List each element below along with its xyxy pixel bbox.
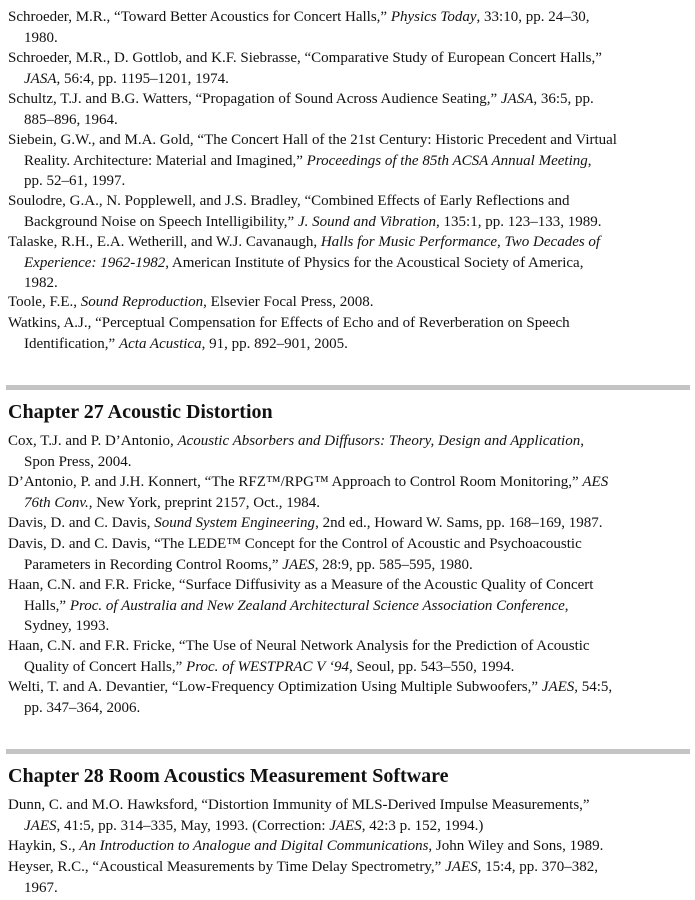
- reference-continuation-line: pp. 347–364, 2006.: [24, 699, 141, 716]
- reference-first-line: Toole, F.E., Sound Reproduction, Elsevier Focal Press, 2008.: [8, 294, 374, 310]
- reference-continuation-line: Sydney, 1993.: [24, 618, 110, 634]
- reference-first-line: Welti, T. and A. Devantier, “Low-Frequency Optimization Using Multiple Subwoofers,” JAES, 54:5,: [8, 679, 613, 695]
- reference-entry: [8, 795, 690, 836]
- reference-entry: [8, 191, 690, 232]
- reference-continuation-line: Halls,” Proc. of Australia and New Zealand Architectural Science Association Conference,: [24, 597, 569, 614]
- reference-first-line: Siebein, G.W., and M.A. Gold, “The Concert Hall of the 21st Century: Historic Precedent and Virtual: [8, 132, 617, 148]
- reference-continuation-line: 1967.: [24, 879, 58, 896]
- reference-first-line: Talaske, R.H., E.A. Wetherill, and W.J. Cavanaugh, Halls for Music Performance, Two Decades of: [8, 234, 601, 250]
- reference-first-line: Cox, T.J. and P. D’Antonio, Acoustic Absorbers and Diffusors: Theory, Design and Application,: [8, 433, 584, 449]
- reference-entry: [8, 292, 690, 313]
- reference-first-line: Schroeder, M.R., D. Gottlob, and K.F. Siebrasse, “Comparative Study of European Concert Halls,”: [8, 50, 602, 66]
- reference-entry: [8, 7, 690, 48]
- reference-entry: [8, 313, 690, 354]
- reference-continuation-line: Experience: 1962-1982, American Institute of Physics for the Acoustical Society of America,: [24, 254, 584, 271]
- reference-first-line: Schultz, T.J. and B.G. Watters, “Propagation of Sound Across Audience Seating,” JASA, 36:5, pp.: [8, 91, 594, 107]
- reference-continuation-line: Spon Press, 2004.: [24, 453, 132, 470]
- reference-entry: [8, 130, 690, 192]
- reference-continuation-line: JAES, 41:5, pp. 314–335, May, 1993. (Correction: JAES, 42:3 p. 152, 1994.): [24, 817, 484, 834]
- reference-continuation-line: Identification,” Acta Acustica, 91, pp. 892–901, 2005.: [24, 335, 348, 352]
- section-divider: [6, 385, 690, 390]
- reference-first-line: Haykin, S., An Introduction to Analogue and Digital Communications, John Wiley and Sons, 1989.: [8, 838, 604, 854]
- reference-continuation-line: 885–896, 1964.: [24, 111, 118, 128]
- reference-entry: [8, 836, 690, 857]
- chapter-heading: Chapter 27 Acoustic Distortion: [8, 401, 273, 423]
- reference-first-line: Davis, D. and C. Davis, “The LEDE™ Concept for the Control of Acoustic and Psychoacoustic: [8, 536, 582, 552]
- reference-continuation-line: Parameters in Recording Control Rooms,” JAES, 28:9, pp. 585–595, 1980.: [24, 556, 473, 573]
- reference-entry: [8, 534, 690, 575]
- reference-continuation-line: 1980.: [24, 29, 58, 46]
- reference-entry: [8, 575, 690, 637]
- reference-entry: [8, 636, 690, 677]
- reference-first-line: Haan, C.N. and F.R. Fricke, “The Use of Neural Network Analysis for the Prediction of Acoustic: [8, 638, 590, 654]
- section-divider: [6, 749, 690, 754]
- reference-entry: [8, 431, 690, 472]
- reference-entry: [8, 48, 690, 89]
- reference-first-line: Davis, D. and C. Davis, Sound System Engineering, 2nd ed., Howard W. Sams, pp. 168–169, 1987.: [8, 515, 603, 531]
- reference-entry: [8, 677, 690, 718]
- reference-entry: [8, 89, 690, 130]
- reference-entry: [8, 472, 690, 513]
- chapter-heading: Chapter 28 Room Acoustics Measurement Software: [8, 765, 449, 787]
- reference-first-line: Soulodre, G.A., N. Popplewell, and J.S. Bradley, “Combined Effects of Early Reflections and: [8, 193, 570, 209]
- reference-continuation-line: 1982.: [24, 275, 58, 291]
- reference-continuation-line: 76th Conv., New York, preprint 2157, Oct., 1984.: [24, 494, 320, 511]
- reference-first-line: Watkins, A.J., “Perceptual Compensation for Effects of Echo and of Reverberation on Speech: [8, 315, 570, 331]
- reference-continuation-line: Reality. Architecture: Material and Imagined,” Proceedings of the 85th ACSA Annual Meeting,: [24, 152, 592, 169]
- reference-first-line: Heyser, R.C., “Acoustical Measurements by Time Delay Spectrometry,” JAES, 15:4, pp. 370–382,: [8, 859, 598, 875]
- reference-continuation-line: Quality of Concert Halls,” Proc. of WESTPRAC V ‘94, Seoul, pp. 543–550, 1994.: [24, 658, 515, 675]
- reference-continuation-line: Background Noise on Speech Intelligibility,” J. Sound and Vibration, 135:1, pp. 123–133, 1989.: [24, 213, 602, 230]
- reference-entry: [8, 232, 690, 294]
- reference-first-line: Haan, C.N. and F.R. Fricke, “Surface Diffusivity as a Measure of the Acoustic Quality of Concert: [8, 577, 594, 593]
- reference-first-line: Dunn, C. and M.O. Hawksford, “Distortion Immunity of MLS-Derived Impulse Measurements,”: [8, 797, 590, 813]
- reference-continuation-line: pp. 52–61, 1997.: [24, 173, 126, 189]
- reference-first-line: D’Antonio, P. and J.H. Konnert, “The RFZ™/RPG™ Approach to Control Room Monitoring,” AES: [8, 474, 609, 490]
- reference-entry: [8, 513, 690, 534]
- reference-first-line: Schroeder, M.R., “Toward Better Acoustics for Concert Halls,” Physics Today, 33:10, pp. 24–30,: [8, 9, 590, 25]
- reference-entry: [8, 857, 690, 898]
- reference-continuation-line: JASA, 56:4, pp. 1195–1201, 1974.: [24, 70, 229, 87]
